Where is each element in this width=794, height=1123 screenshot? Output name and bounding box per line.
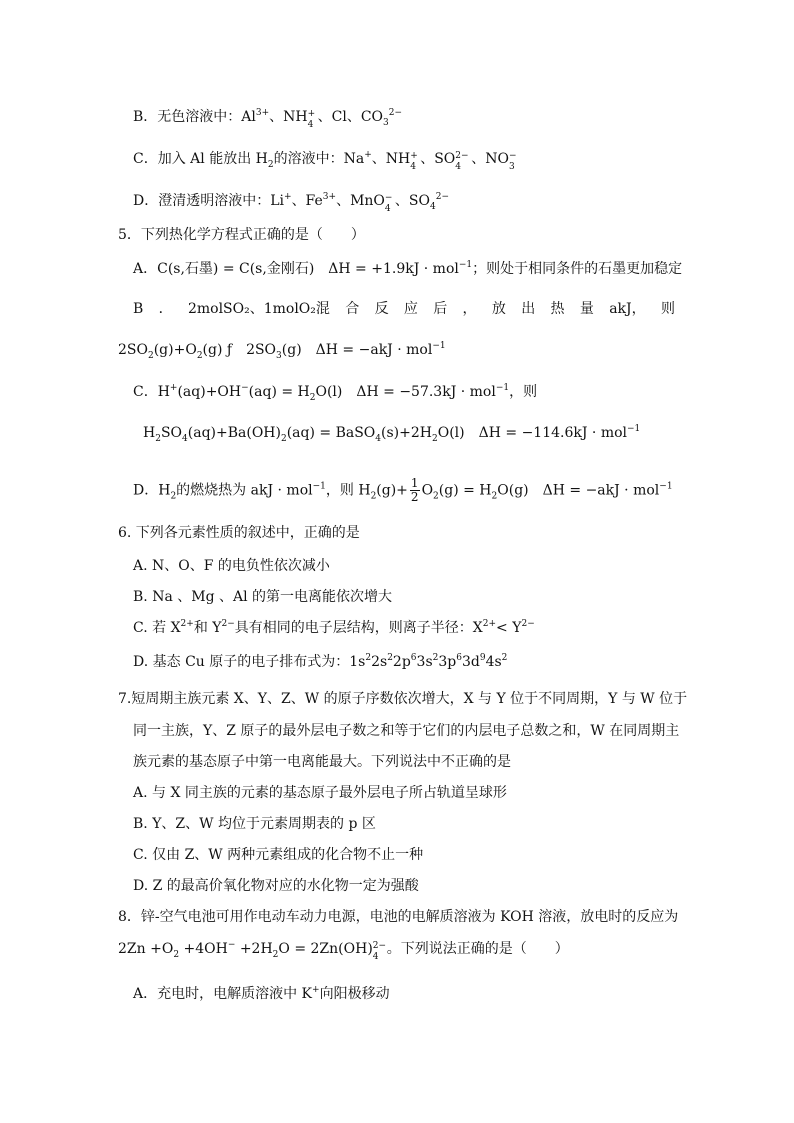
q6-stem: 6. 下列各元素性质的叙述中，正确的是 — [118, 525, 360, 541]
electrons: 2 — [432, 653, 439, 663]
eq-part: C．H — [133, 384, 170, 400]
q5-option-b-equation — [118, 341, 446, 359]
charge: 2− — [521, 619, 535, 629]
subsup — [455, 150, 471, 172]
subscript: 2 — [196, 351, 203, 361]
subscript: 2 — [267, 160, 274, 170]
charge: 2− — [435, 192, 450, 202]
q7-option-d: D. Z 的最高价氧化物对应的水化物一定为强酸 — [133, 878, 419, 894]
text: C. 若 X — [133, 620, 181, 636]
q7-option-c: C. 仅由 Z、W 两种元素组成的化合物不止一种 — [133, 847, 424, 863]
ion: 、SO — [394, 193, 430, 209]
subscript: 2 — [370, 491, 377, 502]
q6-option-d — [133, 653, 507, 671]
option-label: D．澄清透明溶液中： — [133, 193, 271, 209]
electrons: 6 — [410, 653, 417, 663]
eq-part: (g)+O — [153, 342, 197, 358]
subscript: 2 — [147, 351, 154, 361]
text: ，则 — [509, 384, 538, 400]
numerator: 1 — [410, 476, 419, 490]
subsup — [372, 940, 387, 962]
q4-option-d — [133, 192, 450, 214]
text: 2molSO₂、1molO₂混 — [187, 301, 330, 317]
charge: − — [384, 193, 393, 203]
orbital: 3d — [461, 654, 480, 670]
eq-part: D．H — [133, 482, 171, 499]
eq-part: (g) = H — [438, 482, 492, 499]
eq-part: (g) ƒ 2SO — [202, 342, 277, 358]
electrons: 6 — [456, 653, 462, 663]
q5-option-d — [133, 477, 673, 504]
charge: 3+ — [255, 108, 270, 118]
exponent: −1 — [495, 383, 510, 393]
q7-stem-line3: 族元素的基态原子中第一电离能最大。下列说法中不正确的是 — [133, 754, 511, 770]
text: 向阳极移动 — [319, 986, 390, 1002]
eq-part: 2SO — [118, 342, 148, 358]
exponent: −1 — [312, 481, 326, 492]
ion: 、NH — [269, 109, 308, 125]
ion: Na — [343, 151, 365, 167]
subscript: 3 — [509, 162, 515, 172]
subsup — [509, 150, 519, 172]
subscript: 4 — [372, 952, 379, 962]
text: 反 — [374, 301, 389, 317]
orbital: 3p — [438, 654, 457, 670]
eq-part: O — [421, 482, 434, 499]
q6-option-c — [133, 619, 535, 637]
punct: ． — [158, 301, 173, 317]
q8-equation — [118, 940, 569, 962]
subsup — [307, 108, 318, 130]
eq-part: (aq) = H — [248, 384, 310, 400]
ion: 、SO — [420, 151, 456, 167]
ion: 、Fe — [291, 193, 323, 209]
subscript: 4 — [375, 434, 382, 444]
charge: + — [169, 383, 178, 393]
denominator: 2 — [410, 490, 419, 504]
exponent: −1 — [659, 481, 673, 492]
subscript: 2 — [433, 491, 439, 502]
eq-part: (aq)+OH — [177, 384, 242, 400]
q4-option-c — [133, 150, 519, 172]
text: D. 基态 Cu 原子的电子排布式为： — [133, 654, 350, 670]
eq-part: (g) ΔH = −akJ · mol — [281, 342, 433, 358]
subscript: 2 — [432, 434, 438, 444]
subsup — [384, 192, 395, 214]
text: 出 — [521, 301, 536, 317]
orbital: 1s — [349, 654, 366, 670]
eq-part: (aq)+Ba(OH) — [187, 425, 281, 441]
subscript: 2 — [170, 491, 177, 502]
charge: − — [509, 151, 517, 161]
text: 后 — [433, 301, 448, 317]
equation: A．C(s,石墨) = C(s,金刚石) ΔH = +1.9kJ · mol — [133, 261, 459, 277]
subscript: 4 — [384, 204, 391, 214]
eq-part: +4OH — [179, 941, 228, 957]
ion: Al — [241, 109, 256, 125]
subscript: 4 — [307, 120, 314, 130]
orbital: 2s — [371, 654, 388, 670]
q7-option-b: B. Y、Z、W 均位于元素周期表的 p 区 — [133, 816, 376, 832]
q4-option-b — [133, 108, 403, 130]
ion: 、NO — [471, 151, 510, 167]
eq-part: (s)+2H — [381, 425, 432, 441]
charge: 2− — [388, 108, 403, 118]
subscript: 2 — [155, 434, 161, 444]
subscript: 4 — [455, 162, 462, 172]
charge: 2+ — [482, 619, 497, 629]
q8-option-a — [133, 985, 390, 1003]
q8-stem-line1: 8．锌-空气电池可用作电动车动力电源，电池的电解质溶液为 KOH 溶液，放电时的反应为 — [118, 909, 679, 925]
electron-config — [349, 654, 507, 670]
q6-option-b: B. Na 、Mg 、Al 的第一电离能依次增大 — [133, 589, 393, 605]
q7-stem-line2: 同一主族，Y、Z 原子的最外层电子数之和等于它们的内层电子总数之和，W 在同周期主 — [133, 723, 680, 739]
text: 的燃烧热为 akJ · mol — [176, 482, 313, 499]
option-label: B．无色溶液中： — [133, 109, 242, 125]
text: 则 — [660, 301, 675, 317]
eq-part: O(l) ΔH = −114.6kJ · mol — [437, 425, 628, 441]
text: 应 — [403, 301, 418, 317]
subscript: 4 — [410, 162, 416, 172]
orbital: 4s — [485, 654, 502, 670]
text: ，则 H — [325, 482, 371, 499]
q5-option-c-line1 — [133, 383, 537, 401]
q5-option-c-line2 — [143, 424, 640, 442]
charge: + — [410, 151, 418, 161]
eq-part: (g)+ — [376, 482, 408, 499]
q5-stem: 5．下列热化学方程式正确的是（ ） — [118, 227, 365, 243]
fraction — [410, 477, 420, 504]
charge: + — [284, 192, 292, 202]
eq-part: +2H — [235, 941, 273, 957]
q6-option-a: A. N、O、F 的电负性依次减小 — [133, 558, 330, 574]
subscript: 4 — [430, 202, 436, 212]
charge: 2− — [372, 941, 387, 951]
subscript: 2 — [280, 434, 287, 444]
subsup — [410, 150, 420, 172]
subscript: 2 — [173, 950, 180, 960]
text: 和 Y — [193, 620, 222, 636]
electrons: 2 — [501, 653, 508, 663]
electrons: 9 — [479, 653, 486, 663]
eq-part: 2Zn +O — [118, 941, 174, 957]
eq-part: H — [143, 425, 156, 441]
text: 的溶液中： — [273, 151, 344, 167]
electrons: 2 — [387, 653, 393, 663]
text: 热 — [550, 301, 565, 317]
subscript: 3 — [276, 351, 282, 361]
exponent: −1 — [627, 424, 641, 434]
charge: − — [241, 383, 249, 393]
charge: 3+ — [322, 192, 337, 202]
subscript: 2 — [272, 950, 279, 960]
eq-part: O(l) ΔH = −57.3kJ · mol — [315, 384, 496, 400]
eq-part: O(g) ΔH = −akJ · mol — [497, 482, 660, 499]
q7-option-a: A. 与 X 同主族的元素的基态原子最外层电子所占轨道呈球形 — [133, 785, 507, 801]
exponent: −1 — [458, 260, 473, 270]
exponent: −1 — [432, 341, 446, 351]
eq-part: SO — [160, 425, 183, 441]
text: 具有相同的电子层结构，则离子半径：X — [234, 620, 483, 636]
text: 合 — [345, 301, 360, 317]
q7-stem-line1: 7.短周期主族元素 X、Y、Z、W 的原子序数依次增大，X 与 Y 位于不同周期，Y 与 W 位于 — [118, 691, 688, 707]
eq-part: O = 2Zn(OH) — [278, 941, 373, 957]
eq-part: (aq) = BaSO — [286, 425, 376, 441]
text: akJ， — [609, 301, 646, 317]
electrons: 2 — [365, 653, 372, 663]
q5-option-a — [133, 260, 682, 278]
ion: 、Cl、CO — [317, 109, 384, 125]
option-label: C．加入 Al 能放出 H — [133, 151, 268, 167]
charge: − — [227, 940, 236, 950]
text: ；则处于相同条件的石墨更加稳定 — [472, 261, 683, 277]
punct: ， — [462, 301, 477, 317]
charge: + — [364, 150, 372, 160]
charge: 2+ — [180, 619, 194, 629]
subscript: 2 — [491, 491, 498, 502]
charge: + — [307, 109, 316, 119]
text: A．充电时，电解质溶液中 K — [133, 986, 313, 1002]
subscript: 4 — [182, 434, 188, 444]
ion: 、NH — [371, 151, 411, 167]
subscript: 3 — [383, 118, 389, 128]
subscript: 2 — [309, 393, 316, 403]
q5-option-b-line1 — [133, 300, 675, 318]
charge: 2− — [455, 151, 469, 161]
orbital: 2p — [392, 654, 411, 670]
text: 量 — [579, 301, 594, 317]
orbital: 3s — [416, 654, 433, 670]
text: 。下列说法正确的是（ ） — [386, 941, 569, 957]
charge: + — [312, 985, 320, 995]
ion: Li — [270, 193, 285, 209]
charge: 2− — [221, 619, 235, 629]
option-label: B — [133, 301, 144, 317]
text: < Y — [496, 620, 522, 636]
ion: 、MnO — [336, 193, 385, 209]
text: 放 — [491, 301, 506, 317]
